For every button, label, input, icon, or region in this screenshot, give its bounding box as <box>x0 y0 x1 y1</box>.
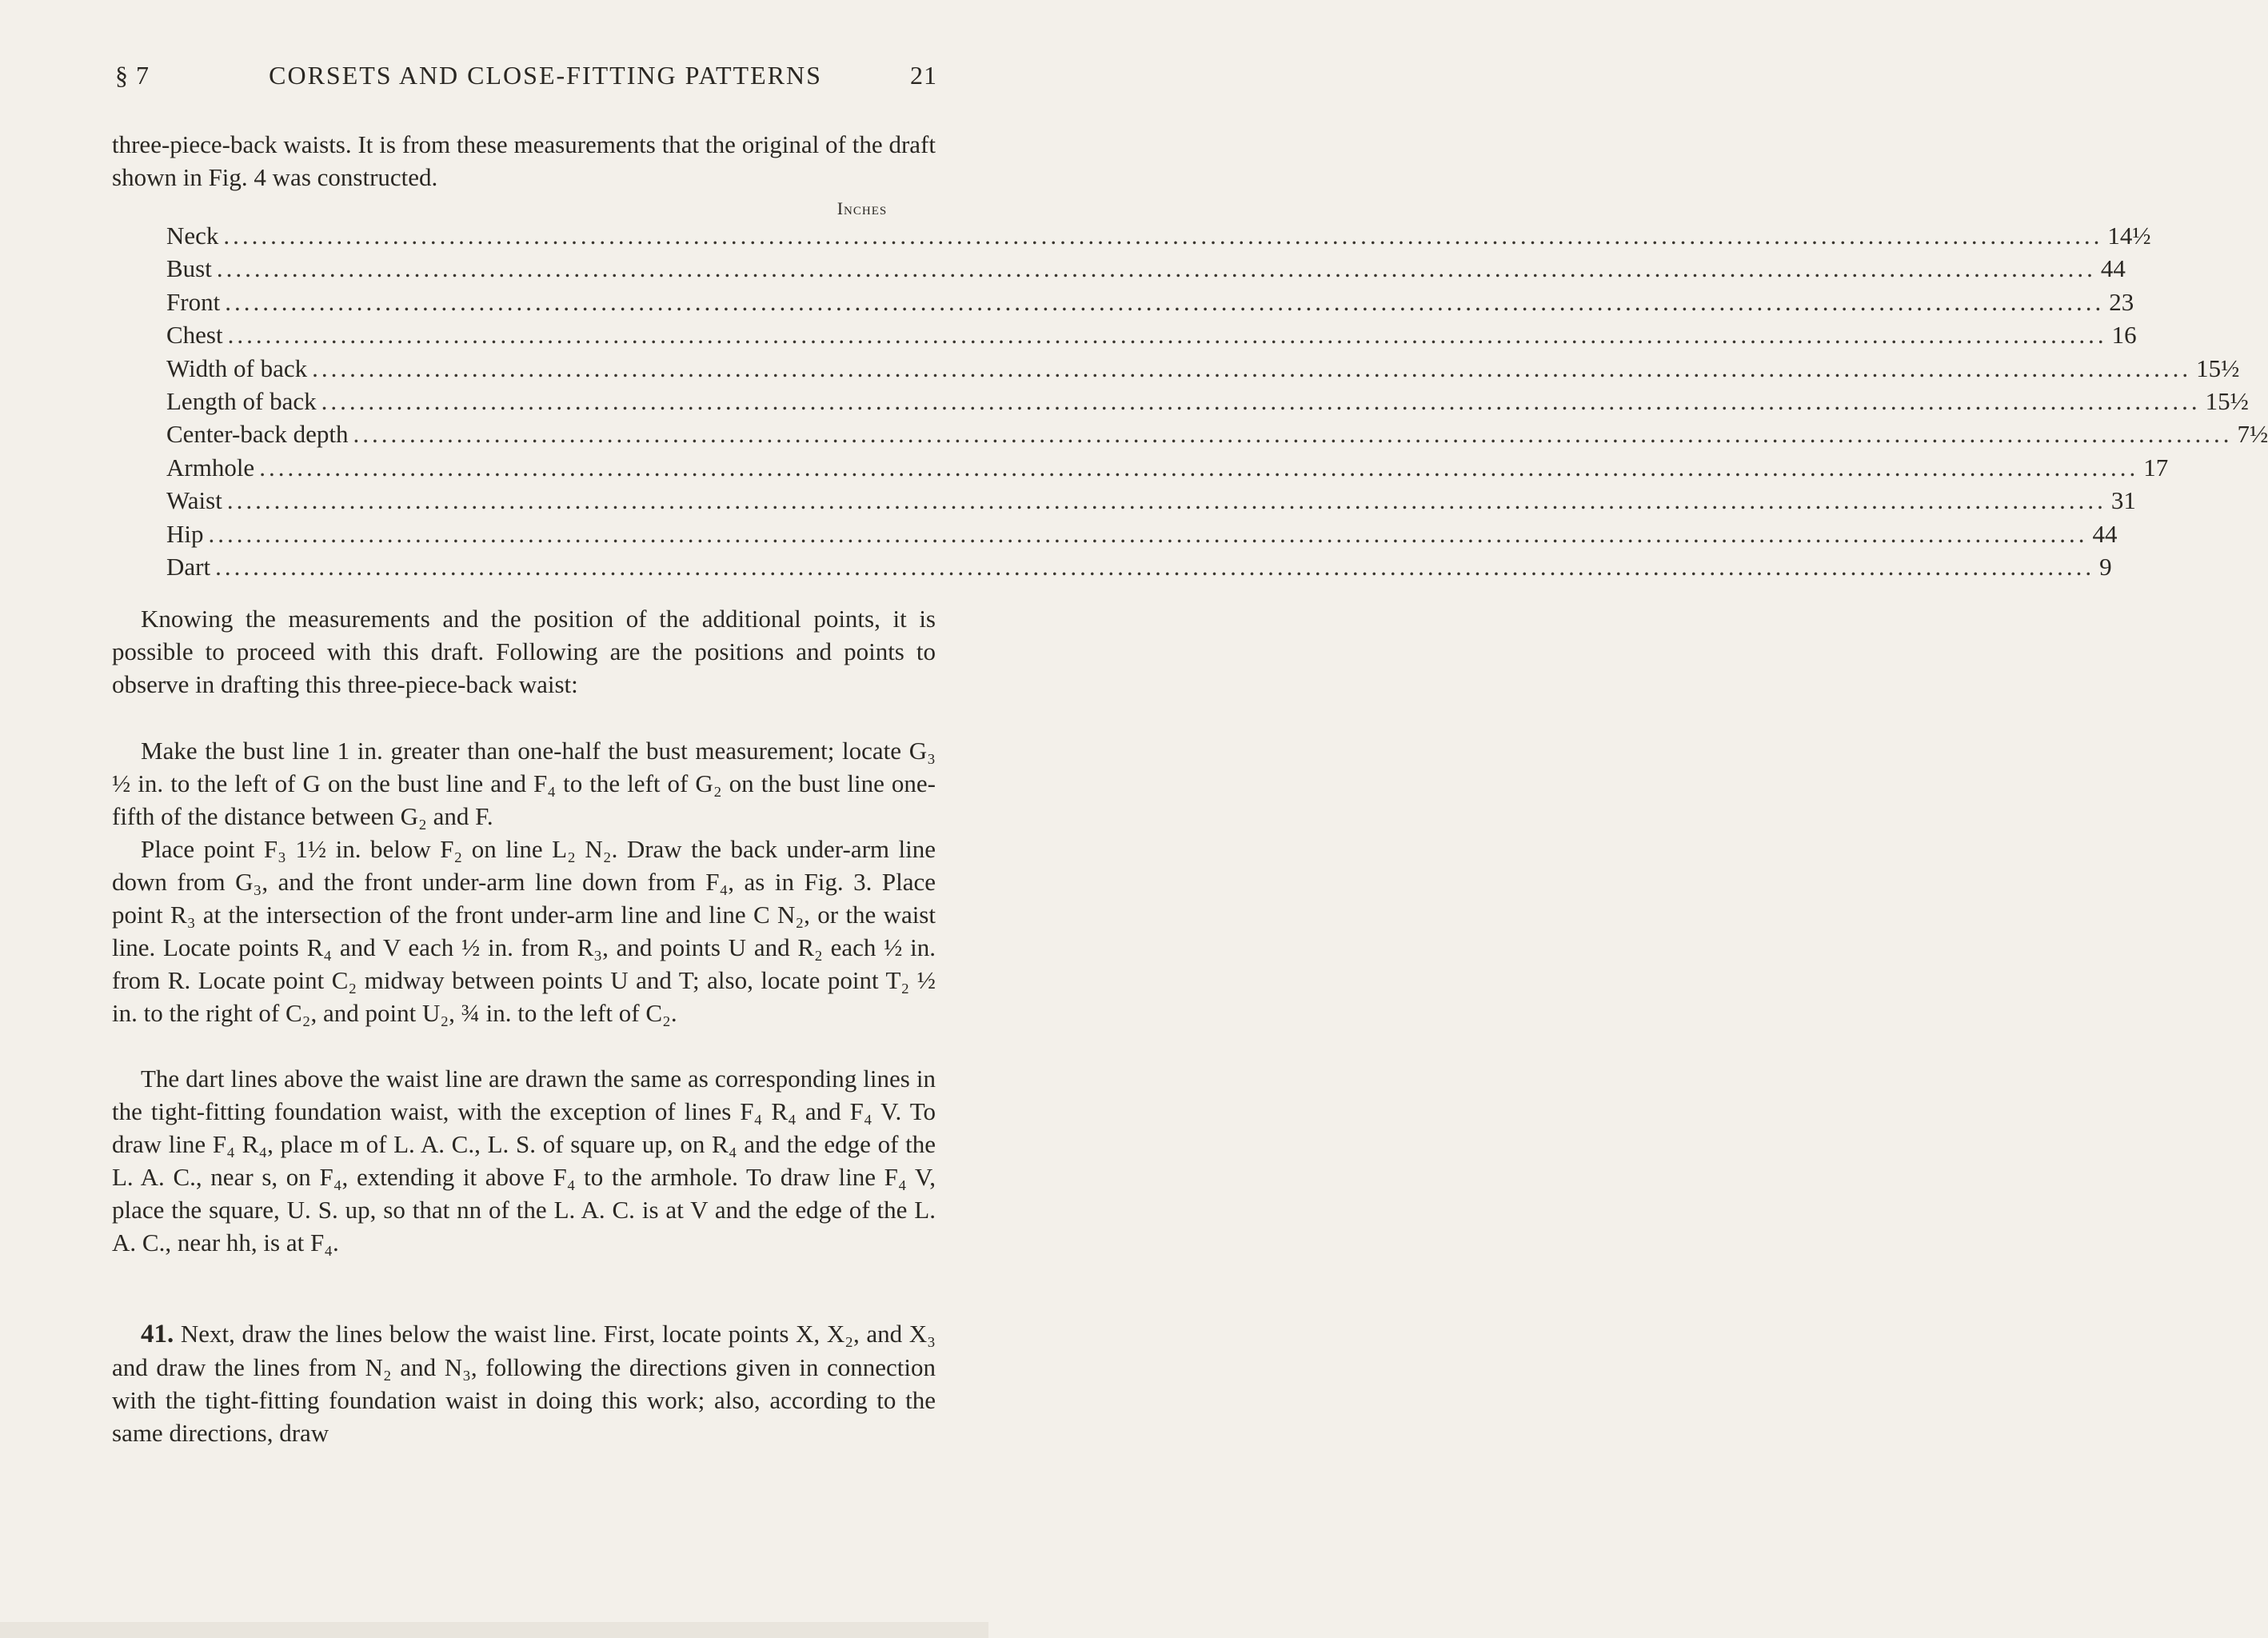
leader-dots: ........................................................................................................................................................................................................ <box>227 321 2107 350</box>
measurement-row <box>166 417 2268 450</box>
measurement-value: 23 <box>2109 287 2134 316</box>
measurement-row <box>166 451 2169 484</box>
measurement-value: 16 <box>2111 321 2137 350</box>
page-edge <box>0 1622 988 1638</box>
measurement-label: Bust <box>166 254 212 283</box>
leader-dots: ........................................................................................................................................................................................................ <box>215 552 2095 581</box>
measurements-table <box>166 219 2268 583</box>
measurement-label: Chest <box>166 321 223 350</box>
measurement-value: 15½ <box>2205 386 2249 415</box>
measurement-value: 17 <box>2143 453 2169 481</box>
measurement-row <box>166 517 2118 550</box>
leader-dots: ........................................................................................................................................................................................................ <box>312 354 2192 382</box>
measurement-value: 14½ <box>2107 222 2151 250</box>
measurement-row <box>166 219 2151 252</box>
measurement-row <box>166 385 2249 417</box>
measurement-row <box>166 318 2137 351</box>
paragraph-41 <box>112 1317 936 1449</box>
table-unit-header: Inches <box>837 198 888 218</box>
paragraph-number: 41. <box>141 1320 174 1348</box>
measurement-label: Front <box>166 287 221 316</box>
paragraph-bust-line: Make the bust line 1 in. greater than one-half the bust measurement; locate G₃ ½ in. to the left of G on the bust line and F₄ to the left of G₂ on the bust line one-fifth of the distance between G₂ and F. <box>112 737 936 830</box>
measurement-label: Dart <box>166 552 211 581</box>
measurement-value: 9 <box>2099 552 2112 581</box>
leader-dots: ........................................................................................................................................................................................................ <box>225 287 2105 316</box>
leader-dots: ........................................................................................................................................................................................................ <box>259 453 2139 481</box>
section-number: § 7 <box>115 61 150 90</box>
paragraph-point-placement: Place point F₃ 1½ in. below F₂ on line L₂ N₂. Draw the back under-arm line down from G₃, and the front under-arm line down from F₄, as in Fig. 3. Place point R₃ at the intersection of the front under-arm line and line C N₂, or the waist line. Locate points R₄ and V each ½ in. from R₃, and points U and R₂ each ½ in. from R. Locate point C₂ midway between points U and T; also, locate point T₂ ½ in. to the right of C₂, and point U₂, ¾ in. to the left of C₂. <box>112 835 936 1027</box>
measurement-value: 7½ <box>2237 420 2268 449</box>
measurement-row <box>166 252 2126 285</box>
leader-dots: ........................................................................................................................................................................................................ <box>321 386 2201 415</box>
leader-dots: ........................................................................................................................................................................................................ <box>208 519 2088 548</box>
measurement-label: Length of back <box>166 386 317 415</box>
measurement-label: Neck <box>166 222 219 250</box>
intro-paragraph: three-piece-back waists. It is from these measurements that the original of the draft shown in Fig. 4 was constructed. <box>112 130 936 191</box>
measurement-label: Hip <box>166 519 204 548</box>
paragraph-knowing: Knowing the measurements and the position of the additional points, it is possible to proceed with this draft. Following are the positions and points to observe in drafting this three-piece-back waist: <box>112 605 936 698</box>
measurement-row <box>166 286 2134 318</box>
measurement-row <box>166 484 2136 517</box>
measurement-value: 44 <box>2092 519 2118 548</box>
measurement-label: Width of back <box>166 354 308 382</box>
measurement-label: Waist <box>166 486 222 515</box>
measurement-value: 15½ <box>2196 354 2240 382</box>
measurement-value: 31 <box>2110 486 2136 515</box>
leader-dots: ........................................................................................................................................................................................................ <box>216 254 2096 283</box>
paragraph-dart-lines: The dart lines above the waist line are drawn the same as corresponding lines in the tight-fitting foundation waist, with the exception of lines F₄ R₄ and F₄ V. To draw line F₄ R₄, place m of L. A. C., L. S. of square up, on R₄ and the edge of the L. A. C., near s, on F₄, extending it above F₄ to the armhole. To draw line F₄ V, place the square, U. S. up, so that nn of the L. A. C. is at V and the edge of the L. A. C., near hh, is at F₄. <box>112 1065 936 1256</box>
running-title: CORSETS AND CLOSE-FITTING PATTERNS <box>269 61 822 90</box>
paragraph-41-text: Next, draw the lines below the waist line. First, locate points X, X₂, and X₃ and draw the lines from N₂ and N₃, following the directions given in connection with the tight-fitting foundation waist in doing this work; also, according to the same directions, draw <box>112 1320 936 1447</box>
leader-dots: ........................................................................................................................................................................................................ <box>223 222 2103 250</box>
running-header <box>115 61 937 90</box>
measurement-label: Center-back depth <box>166 420 349 449</box>
measurement-value: 44 <box>2100 254 2126 283</box>
measurement-label: Armhole <box>166 453 255 481</box>
leader-dots: ........................................................................................................................................................................................................ <box>226 486 2106 515</box>
leader-dots: ........................................................................................................................................................................................................ <box>353 420 2233 449</box>
measurement-row <box>166 352 2240 385</box>
page-number: 21 <box>910 61 937 90</box>
measurement-row <box>166 550 2112 583</box>
